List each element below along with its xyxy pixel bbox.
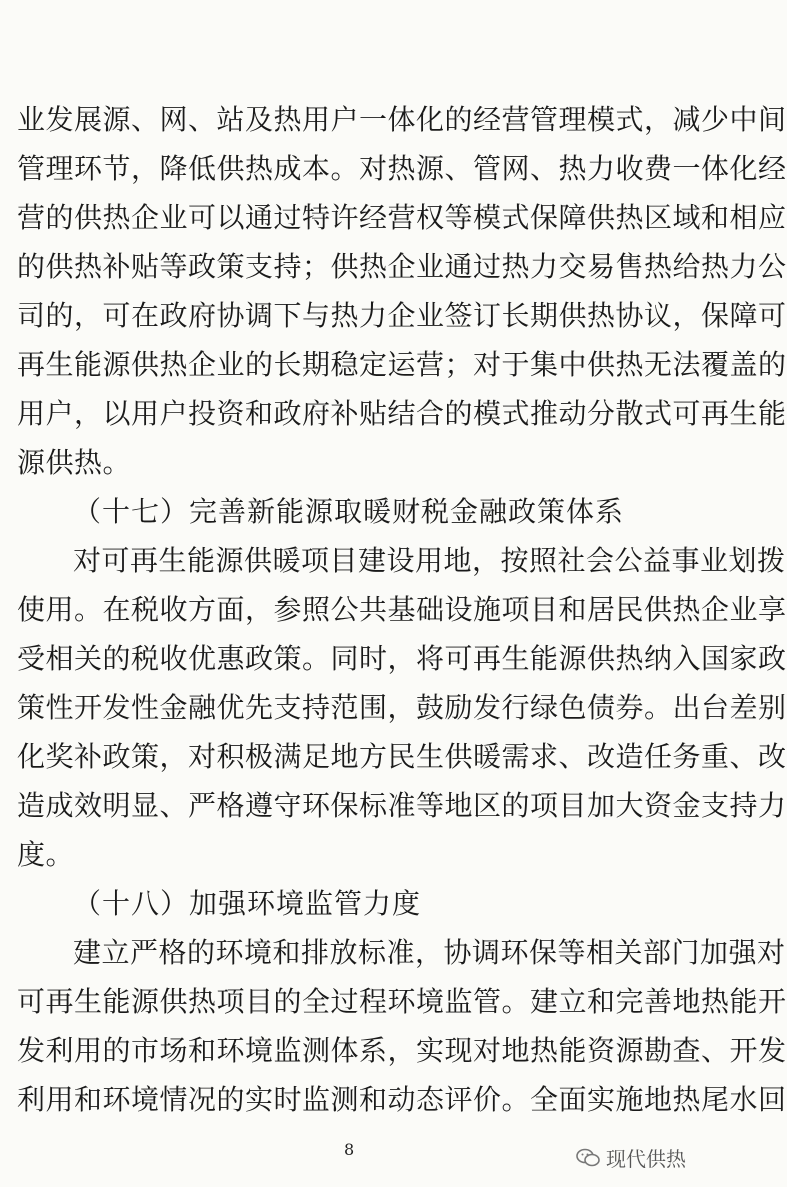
text-line: 发利用的市场和环境监测体系，实现对地热能资源勘查、开发 — [17, 1034, 787, 1067]
text-line: 策性开发性金融优先支持范围，鼓励发行绿色债券。出台差别 — [17, 691, 787, 724]
section-heading: （十八）加强环境监管力度 — [73, 887, 422, 920]
text-line: 用户，以用户投资和政府补贴结合的模式推动分散式可再生能 — [17, 397, 787, 430]
section-heading: （十七）完善新能源取暖财税金融政策体系 — [73, 495, 625, 528]
text-line: 可再生能源供热项目的全过程环境监管。建立和完善地热能开 — [17, 985, 787, 1018]
text-line: 使用。在税收方面，参照公共基础设施项目和居民供热企业享 — [17, 593, 787, 626]
text-line: 营的供热企业可以通过特许经营权等模式保障供热区域和相应 — [17, 201, 787, 234]
text-line: 建立严格的环境和排放标准，协调环保等相关部门加强对 — [73, 936, 786, 969]
page-number: 8 — [344, 1140, 355, 1159]
text-line: 管理环节，降低供热成本。对热源、管网、热力收费一体化经 — [17, 152, 787, 185]
text-line: 对可再生能源供暖项目建设用地，按照社会公益事业划拨 — [73, 544, 786, 577]
text-line: 利用和环境情况的实时监测和动态评价。全面实施地热尾水回 — [17, 1083, 787, 1116]
text-line: 化奖补政策，对积极满足地方民生供暖需求、改造任务重、改 — [17, 740, 787, 773]
text-line: 造成效明显、严格遵守环保标准等地区的项目加大资金支持力 — [17, 789, 787, 822]
text-line: 度。 — [17, 838, 75, 871]
text-line: 受相关的税收优惠政策。同时，将可再生能源供热纳入国家政 — [17, 642, 787, 675]
text-line: 的供热补贴等政策支持；供热企业通过热力交易售热给热力公 — [17, 250, 787, 283]
watermark-text: 现代供热 — [606, 1147, 686, 1171]
text-line: 司的，可在政府协调下与热力企业签订长期供热协议，保障可 — [17, 299, 787, 332]
watermark — [576, 1143, 686, 1172]
text-line: 源供热。 — [17, 446, 132, 479]
wechat-icon — [576, 1148, 600, 1168]
text-line: 再生能源供热企业的长期稳定运营；对于集中供热无法覆盖的 — [17, 348, 787, 381]
text-line: 业发展源、网、站及热用户一体化的经营管理模式，减少中间 — [17, 103, 787, 136]
